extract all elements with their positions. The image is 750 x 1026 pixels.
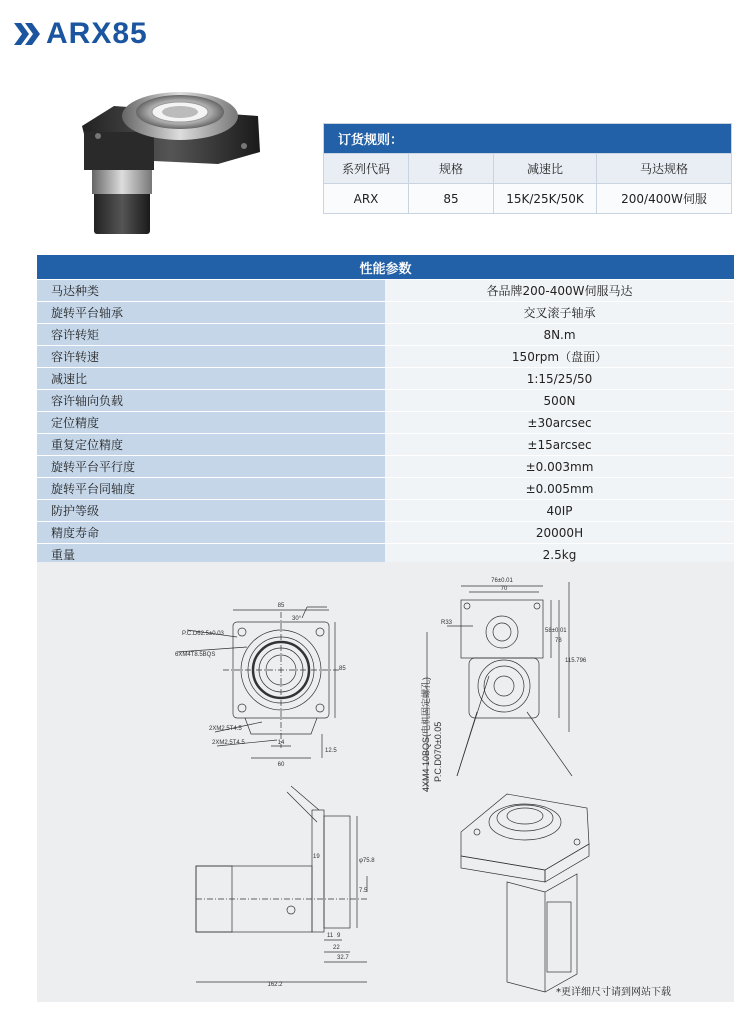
performance-table	[37, 255, 734, 566]
dim-14: 14	[277, 740, 285, 746]
dim-19: 19	[313, 854, 320, 860]
perf-value: 40IP	[385, 500, 734, 522]
dim-162: 162.2	[267, 982, 283, 988]
dim-hole-m25-b: 2XM2.5T4.5	[212, 740, 245, 746]
perf-label: 旋转平台平行度	[37, 456, 385, 478]
dim-7-5: 7.5	[359, 888, 368, 894]
download-note: *更详细尺寸请到网站下载	[556, 987, 671, 998]
table-row	[37, 478, 734, 500]
product-image	[68, 86, 268, 236]
dim-58: 58±0.01	[545, 628, 567, 634]
dim-85-side: 85	[339, 666, 346, 672]
dim-r33: R33	[441, 620, 453, 626]
order-col-ratio: 减速比	[494, 154, 597, 184]
perf-label: 旋转平台轴承	[37, 302, 385, 324]
dim-phi75: φ75.8	[359, 858, 375, 864]
performance-title: 性能参数	[37, 255, 734, 280]
perf-label: 精度寿命	[37, 522, 385, 544]
order-val-series: ARX	[324, 184, 409, 214]
perf-label: 减速比	[37, 368, 385, 390]
perf-label: 容许轴向负载	[37, 390, 385, 412]
technical-drawing	[37, 562, 734, 1002]
side-view-drawing	[427, 582, 572, 792]
dim-11: 11	[327, 933, 334, 939]
perf-label: 旋转平台同轴度	[37, 478, 385, 500]
order-val-spec: 85	[409, 184, 494, 214]
section-view-drawing	[196, 786, 367, 982]
order-val-motor: 200/400W伺服	[597, 184, 732, 214]
dim-hole-m25: 2XM2.5T4.5	[209, 726, 242, 732]
front-view-drawing	[177, 607, 341, 758]
technical-drawing-panel	[37, 562, 734, 1002]
table-row	[37, 434, 734, 456]
dim-85-top: 85	[277, 603, 285, 609]
perf-value: 2.5kg	[385, 544, 734, 566]
page-title: ARX85	[46, 17, 148, 50]
page-header	[12, 14, 148, 54]
perf-value: ±15arcsec	[385, 434, 734, 456]
perf-value: 150rpm（盘面）	[385, 346, 734, 368]
order-rules-title: 订货规则：	[324, 124, 732, 154]
dim-motor-holes: 4XM4 10BQS(电机固定螺孔)	[421, 676, 431, 792]
dim-60: 60	[277, 762, 285, 768]
table-row	[37, 522, 734, 544]
table-row	[37, 368, 734, 390]
dim-115: 115.796	[565, 658, 587, 664]
perf-value: 1:15/25/50	[385, 368, 734, 390]
perf-label: 重量	[37, 544, 385, 566]
double-chevron-icon	[12, 19, 42, 49]
order-val-ratio: 15K/25K/50K	[494, 184, 597, 214]
table-row	[37, 390, 734, 412]
dim-12-5: 12.5	[325, 748, 337, 754]
dim-motor-pcd: P.C.D070±0.05	[433, 721, 443, 782]
dim-holes: 6XM4T8.5BQS	[175, 652, 216, 658]
perf-value: 交叉滚子轴承	[385, 302, 734, 324]
isometric-view-drawing	[461, 794, 589, 992]
dim-pcd: P.C.D62.5±0.03	[182, 631, 224, 637]
table-row	[37, 456, 734, 478]
perf-label: 重复定位精度	[37, 434, 385, 456]
order-col-spec: 规格	[409, 154, 494, 184]
table-row	[37, 302, 734, 324]
order-col-series: 系列代码	[324, 154, 409, 184]
perf-value: 500N	[385, 390, 734, 412]
perf-value: ±30arcsec	[385, 412, 734, 434]
perf-label: 容许转矩	[37, 324, 385, 346]
table-row	[37, 324, 734, 346]
perf-value: ±0.003mm	[385, 456, 734, 478]
order-rules-table	[323, 123, 732, 214]
table-row	[37, 412, 734, 434]
order-col-motor: 马达规格	[597, 154, 732, 184]
table-row	[37, 280, 734, 302]
dim-78: 78	[555, 638, 562, 644]
perf-value: 20000H	[385, 522, 734, 544]
table-row	[37, 500, 734, 522]
table-row	[37, 346, 734, 368]
perf-label: 防护等级	[37, 500, 385, 522]
dim-70: 70	[500, 586, 508, 592]
dim-76: 76±0.01	[491, 578, 513, 584]
perf-value: ±0.005mm	[385, 478, 734, 500]
perf-value: 各品牌200-400W伺服马达	[385, 280, 734, 302]
perf-label: 马达种类	[37, 280, 385, 302]
dim-32-7: 32.7	[337, 955, 349, 961]
dim-22: 22	[333, 945, 340, 951]
perf-value: 8N.m	[385, 324, 734, 346]
dim-30-deg: 30°	[292, 616, 302, 622]
dim-9: 9	[337, 933, 341, 939]
perf-label: 定位精度	[37, 412, 385, 434]
perf-label: 容许转速	[37, 346, 385, 368]
